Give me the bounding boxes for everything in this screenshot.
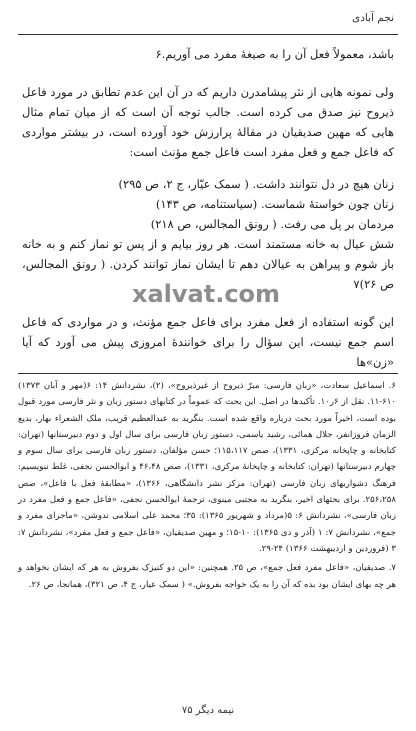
quote-line: مردمان بر پل می رفت. ( رونق المجالس، ص ۲۱۸) [150,217,394,231]
footnote-rule [18,373,398,374]
watermark: xalvat.com [132,280,281,308]
page-footer: نیمه دیگر ۷۵ [181,705,235,716]
quote-line: زنان هیچ در دل نتوانند داشت. ( سمک عیّار، ج ۲، ص ۲۹۵) [118,177,394,191]
main-text [22,44,394,384]
footnote: ۷. صدیقیان، «فاعل مفرد فعل جمع»، ص ۲۵. همچنین: «این دو کنیزک بفروش به هر که ایشان بخواهد و هر چه بهای ایشان بود بده که آن را به یک خواجه بفروش.» ( سمک عیار، ج ۴، ص ۳۲۱)، همانجا، ص ۲۶. [18,563,396,590]
quote-line: شش عیال به خانه مستمند است. هر روز بیایم و از پس تو نماز کنم و به خانه باز شوم و پیراهن به عیالان دهم تا ایشان نماز توانند کردن. ( رونق المجالس، ص ۲۶)۷ [22,237,394,291]
footnotes [18,378,396,596]
running-header: نجم آبادی [352,12,394,24]
paragraph-3: این گونه استفاده از فعل مفرد برای فاعل جمع مؤنث، و در مواردی که فاعل اسم جمع نیست، این سؤال را برای خوانندهٔ امروزی پیش می آورد که آیا «زن»ها [22,315,394,369]
quote-block [22,174,394,294]
header-rule [18,34,398,35]
paragraph-2: ولی نمونه هایی از نثر پیشامدرن داریم که در آن این عدم تطابق در مورد فاعل ذیروح نیز صدق می کرده است. جالب توجه آن است که از میان تمام مثال هایی که مهین صدیقیان در مقالهٔ پرارزش خود آورده است، در بیشتر مواردی که فاعل جمع و فعل مفرد است فاعل جمع مؤنث است: [22,85,394,159]
footnote: ۶. اسماعیل سعادت، «زبان فارسی: مبرّ ذیروح از غیرذیروح»، (۲)، نشردانش ۱۴: ۶(مهر و آبان ۱۳۷۳) ۶۱۰-۱۱. نقل از ۶ر۱۰. تأکیدها در اصل. این بحث که عموماً در کتابهای دستور زبان و نثر فارسی مورد قبول بوده است، اخیراً مورد بحث درباره واقع شده است. بنگرید به عبدالعظیم قریب، ملک الشعراء بهار، بدیع الزمان فروزانفر، جلال همائی، رشید یاسمی، دستور زبان فارسی برای سال اول و دوم دبیرستانها (تهران: کتابخانه و چاپخانه مرکزی، ۱۳۳۱)، صص ۱۱۵،۱۱۷؛ حسن مؤلفان، دستور زبان فارسی برای سال سوم و چهارم دبیرستانها (تهران: کتابخانه و چاپخانهٔ مرکزی، ۱۳۳۱)، صص ۴۶،۴۸ و ابوالحسن نجفی، غلط ننویسیم: فرهنگ دشواریهای زبان فارسی (تهران: مرکز نشر دانشگاهی، ۱۳۶۶)، «مطابقهٔ فعل با فاعل»، صص ۲۵۶،۲۵۸. برای بحثهای اخیر، بنگرید به مجتبی مینوی، ترجمهٔ ابوالحسن نجفی، «فاعل جمع و فعل مفرد در زبان فارسی»، نشردانش ۶: ۵(مرداد و شهریور ۱۳۶۵): ۳۵؛ محمد علی اسلامی ندوشن، «ماجرای مفرد و جمع»، نشردانش ۷: ۱ (آذر و دی ۱۳۶۵): ۱۰-۱۵؛ و مهین صدیقیان، «فاعل جمع و فعل مفرد»، نشردانش ۷: ۳ (فروردین و اردیبهشت ۱۳۶۶) ۲۴-۲۹. [18,381,397,554]
quote-line: زنان چون خواستهٔ شماست. (سیاستنامه، ص ۱۴۳) [155,197,394,211]
paragraph-1: باشد، معمولاً فعل آن را به صیغهٔ مفرد می آوریم.۶ [155,47,394,61]
